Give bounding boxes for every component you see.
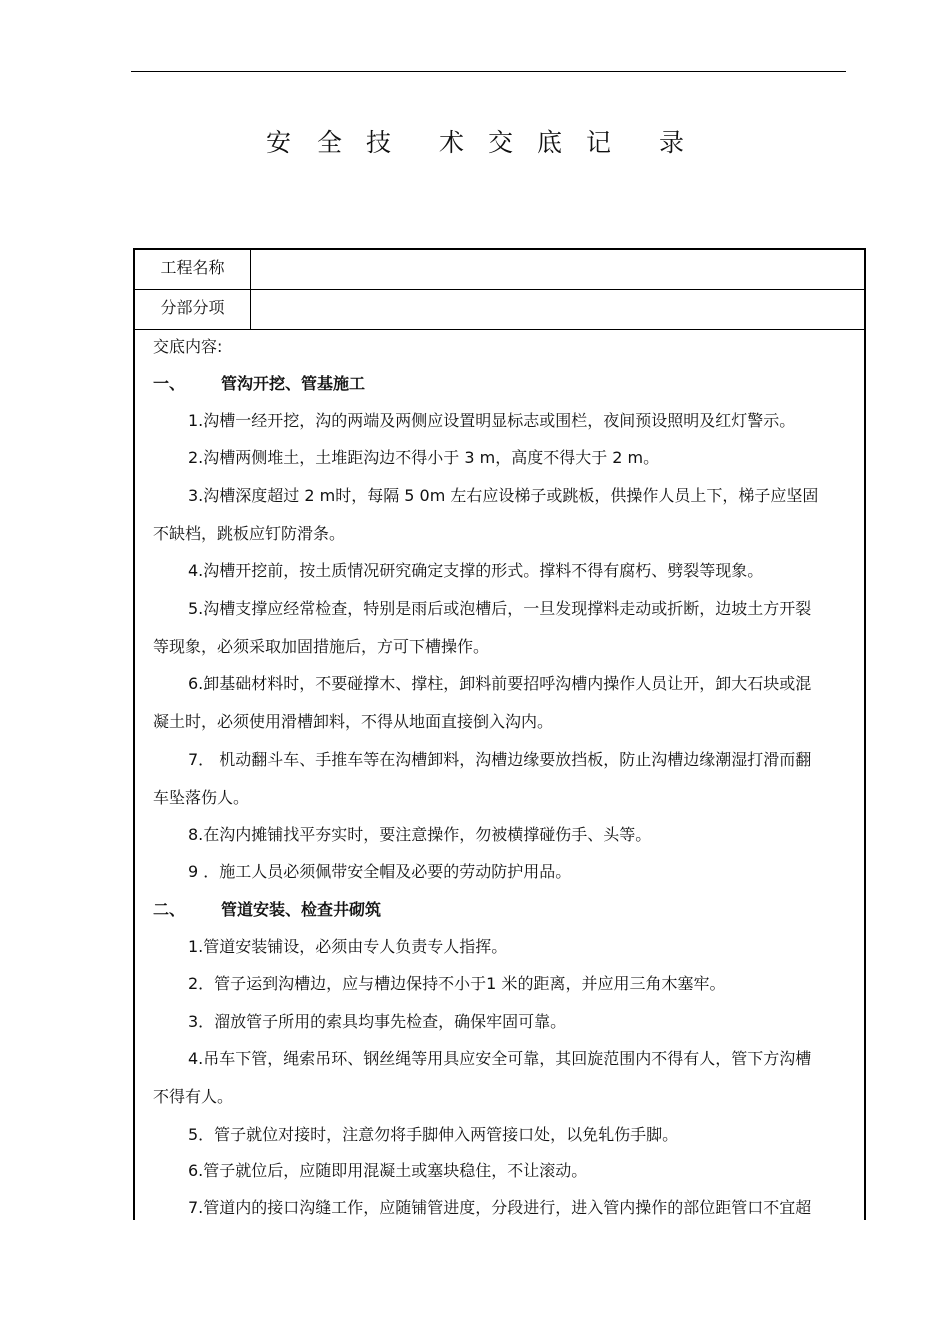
paragraph-line: 2.沟槽两侧堆土，土堆距沟边不得小于 3 m，高度不得大于 2 m。 [188, 448, 660, 467]
title-char: 技 [365, 128, 391, 157]
project-name-row [135, 250, 864, 290]
title-char: 记 [586, 128, 612, 157]
paragraph-line: 1.沟槽一经开挖，沟的两端及两侧应设置明显标志或围栏，夜间预设照明及红灯警示。 [188, 411, 796, 430]
section-heading-1 [153, 374, 853, 394]
paragraph-line: 8.在沟内摊铺找平夯实时，要注意操作，勿被横撑碰伤手、头等。 [188, 825, 652, 844]
paragraph-line: 4.沟槽开挖前，按土质情况研究确定支撑的形式。撑料不得有腐朽、劈裂等现象。 [188, 561, 764, 580]
title-char: 术 [438, 128, 464, 157]
paragraph-line: 7． 机动翻斗车、手推车等在沟槽卸料，沟槽边缘要放挡板，防止沟槽边缘潮湿打滑而翻 [188, 750, 812, 769]
paragraph-line: 9 ．施工人员必须佩带安全帽及必要的劳动防护用品。 [188, 862, 572, 881]
section-number: 一、 [153, 374, 186, 393]
title-char: 安 [265, 128, 291, 157]
title-char: 底 [537, 128, 563, 157]
section-label: 分部分项 [135, 290, 251, 329]
section-row [135, 290, 864, 330]
paragraph-line: 4.吊车下管，绳索吊环、钢丝绳等用具应安全可靠，其回旋范围内不得有人，管下方沟槽 [188, 1049, 812, 1068]
document-title [0, 123, 950, 159]
section-heading-2 [153, 900, 853, 920]
project-name-label: 工程名称 [135, 250, 251, 289]
paragraph-line: 凝土时，必须使用滑槽卸料，不得从地面直接倒入沟内。 [153, 712, 554, 731]
paragraph-line: 7.管道内的接口沟缝工作，应随铺管进度，分段进行，进入管内操作的部位距管口不宜超 [188, 1198, 812, 1217]
paragraph-line: 6.管子就位后，应随即用混凝土或塞块稳住，不让滚动。 [188, 1161, 588, 1180]
paragraph-line: 2．管子运到沟槽边，应与槽边保持不小于1 米的距离，并应用三角木塞牢。 [188, 974, 726, 993]
paragraph-line: 不缺档，跳板应钉防滑条。 [153, 524, 346, 543]
paragraph-line: 3.沟槽深度超过 2 m时，每隔 5 0m 左右应设梯子或跳板，供操作人员上下，梯子应坚固 [188, 486, 819, 505]
title-char: 录 [659, 128, 685, 157]
section-field[interactable] [252, 290, 864, 329]
section-title: 管沟开挖、管基施工 [221, 374, 366, 393]
header-rule [131, 71, 846, 72]
content-label: 交底内容: [153, 337, 223, 356]
paragraph-line: 车坠落伤人。 [153, 788, 250, 807]
title-char: 交 [488, 128, 514, 157]
title-char: 全 [316, 128, 342, 157]
record-table [133, 248, 866, 1220]
project-name-field[interactable] [252, 250, 864, 289]
section-number: 二、 [153, 900, 186, 919]
paragraph-line: 1.管道安装铺设，必须由专人负责专人指挥。 [188, 937, 508, 956]
paragraph-line: 不得有人。 [153, 1087, 234, 1106]
paragraph-line: 5.沟槽支撑应经常检查，特别是雨后或泡槽后，一旦发现撑料走动或折断，边坡土方开裂 [188, 599, 812, 618]
paragraph-line: 6.卸基础材料时，不要碰撑木、撑柱，卸料前要招呼沟槽内操作人员让开，卸大石块或混 [188, 674, 812, 693]
paragraph-line: 3．溜放管子所用的索具均事先检查，确保牢固可靠。 [188, 1012, 567, 1031]
paragraph-line: 5．管子就位对接时，注意勿将手脚伸入两管接口处，以免轧伤手脚。 [188, 1125, 679, 1144]
paragraph-line: 等现象，必须采取加固措施后，方可下槽操作。 [153, 637, 490, 656]
section-title: 管道安装、检查井砌筑 [221, 900, 382, 919]
